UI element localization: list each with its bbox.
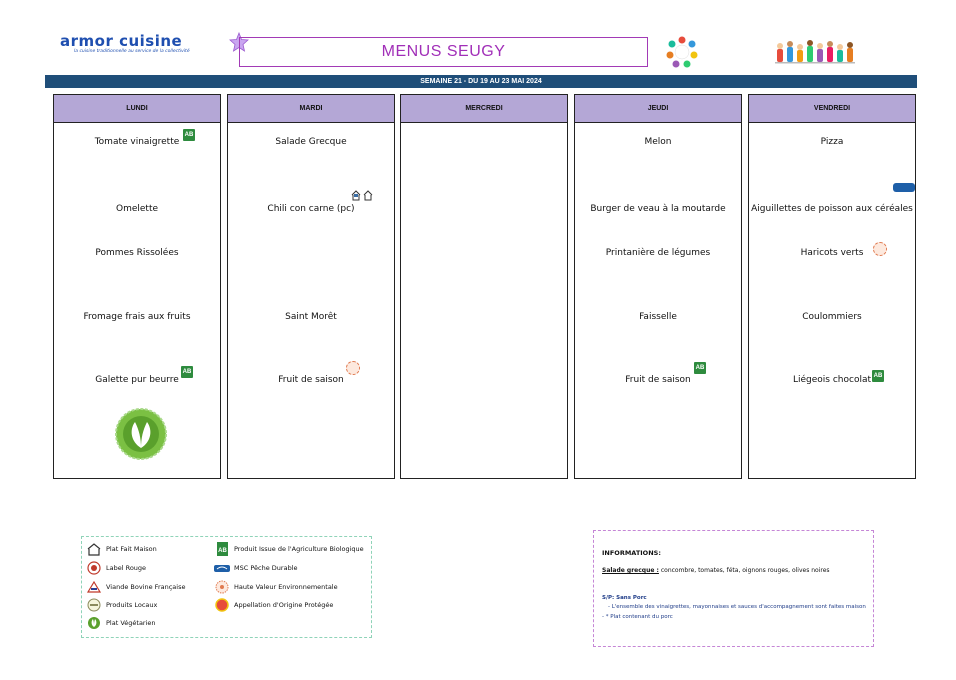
bio-icon: AB (181, 366, 193, 378)
dish-plat: Aiguillettes de poisson aux céréales (751, 204, 913, 214)
day-column-mardi (227, 94, 395, 479)
legend-item-viande: Viande Bovine Française (86, 580, 185, 594)
day-header: MERCREDI (401, 95, 567, 123)
dish-plat: Chili con carne (pc) (267, 204, 355, 214)
hve-icon (214, 580, 230, 594)
legend-item-hve: Haute Valeur Environnementale (214, 580, 338, 594)
svg-text:AB: AB (218, 548, 227, 554)
info-vinaigrettes: - L'ensemble des vinaigrettes, mayonnaises et sauces d'accompagnement sont faites maison (608, 604, 866, 610)
dish-accompagnement: Printanière de légumes (605, 248, 711, 258)
legend-item-bio: AB Produit Issue de l'Agriculture Biologique (214, 542, 364, 556)
info-sans-porc: S/P: Sans Porc (602, 595, 647, 601)
msc-icon (214, 561, 230, 575)
dish-entree: Tomate vinaigrette (94, 137, 180, 147)
legend-item-label-rouge: Label Rouge (86, 561, 146, 575)
week-banner: SEMAINE 21 - DU 19 AU 23 MAI 2024 (45, 75, 917, 88)
day-column-mercredi (400, 94, 568, 479)
dish-laitage: Fromage frais aux fruits (83, 312, 191, 322)
dish-entree: Melon (644, 137, 672, 147)
bio-icon: AB (872, 370, 884, 382)
bio-icon (214, 542, 230, 556)
dish-dessert: Galette pur beurre (95, 375, 179, 385)
legend-item-msc: MSC Pêche Durable (214, 561, 298, 575)
aop-icon (214, 598, 230, 612)
dish-plat: Burger de veau à la moutarde (590, 204, 726, 214)
legend-item-vegetarien: Plat Végétarien (86, 616, 156, 630)
bio-icon: AB (183, 129, 195, 141)
legend-item-produits-locaux: Produits Locaux (86, 598, 157, 612)
fait-maison-icon (350, 189, 374, 201)
day-column-jeudi (574, 94, 742, 479)
day-header: JEUDI (575, 95, 741, 123)
children-crowd-illustration (772, 36, 858, 70)
kids-circle-illustration (661, 35, 703, 69)
day-header: LUNDI (54, 95, 220, 123)
info-salade-grecque: Salade grecque : concombre, tomates, féta, oignons rouges, olives noires (602, 567, 830, 574)
page-title: MENUS SEUGY (381, 43, 506, 60)
dish-entree: Pizza (820, 137, 844, 147)
msc-icon (893, 183, 915, 192)
produits-locaux-icon (86, 598, 102, 612)
vegetarian-badge-icon (115, 408, 167, 460)
legend-item-aop: Appellation d'Origine Protégée (214, 598, 333, 612)
dish-laitage: Faisselle (639, 312, 677, 322)
hve-icon (873, 242, 887, 256)
info-title: INFORMATIONS: (602, 549, 661, 557)
day-column-vendredi (748, 94, 916, 479)
dish-plat: Omelette (115, 204, 159, 214)
label-rouge-icon (86, 561, 102, 575)
information-box (593, 530, 874, 647)
info-porc: - * Plat contenant du porc (602, 614, 673, 620)
legend-box (81, 536, 372, 638)
dish-accompagnement: Haricots verts (800, 248, 864, 258)
brand-tagline: la cuisine traditionnelle au service de la collectivité (74, 49, 190, 54)
brand-name: armor cuisine (60, 32, 183, 50)
bio-icon: AB (694, 362, 706, 374)
day-header: VENDREDI (749, 95, 915, 123)
menu-title-box (239, 37, 648, 67)
dish-laitage: Coulommiers (802, 312, 862, 322)
vegetarian-icon (86, 616, 102, 630)
hve-icon (346, 361, 360, 375)
viande-bovine-icon (86, 580, 102, 594)
dish-accompagnement: Pommes Rissolées (95, 248, 179, 258)
dish-dessert: Fruit de saison (625, 375, 691, 385)
dish-dessert: Liégeois chocolat (792, 375, 872, 385)
dish-laitage: Saint Morêt (285, 312, 337, 322)
dish-dessert: Fruit de saison (278, 375, 344, 385)
legend-item-fait-maison: Plat Fait Maison (86, 542, 157, 556)
armor-cuisine-logo (60, 33, 210, 54)
day-header: MARDI (228, 95, 394, 123)
dish-entree: Salade Grecque (275, 137, 347, 147)
fait-maison-icon (86, 542, 102, 556)
